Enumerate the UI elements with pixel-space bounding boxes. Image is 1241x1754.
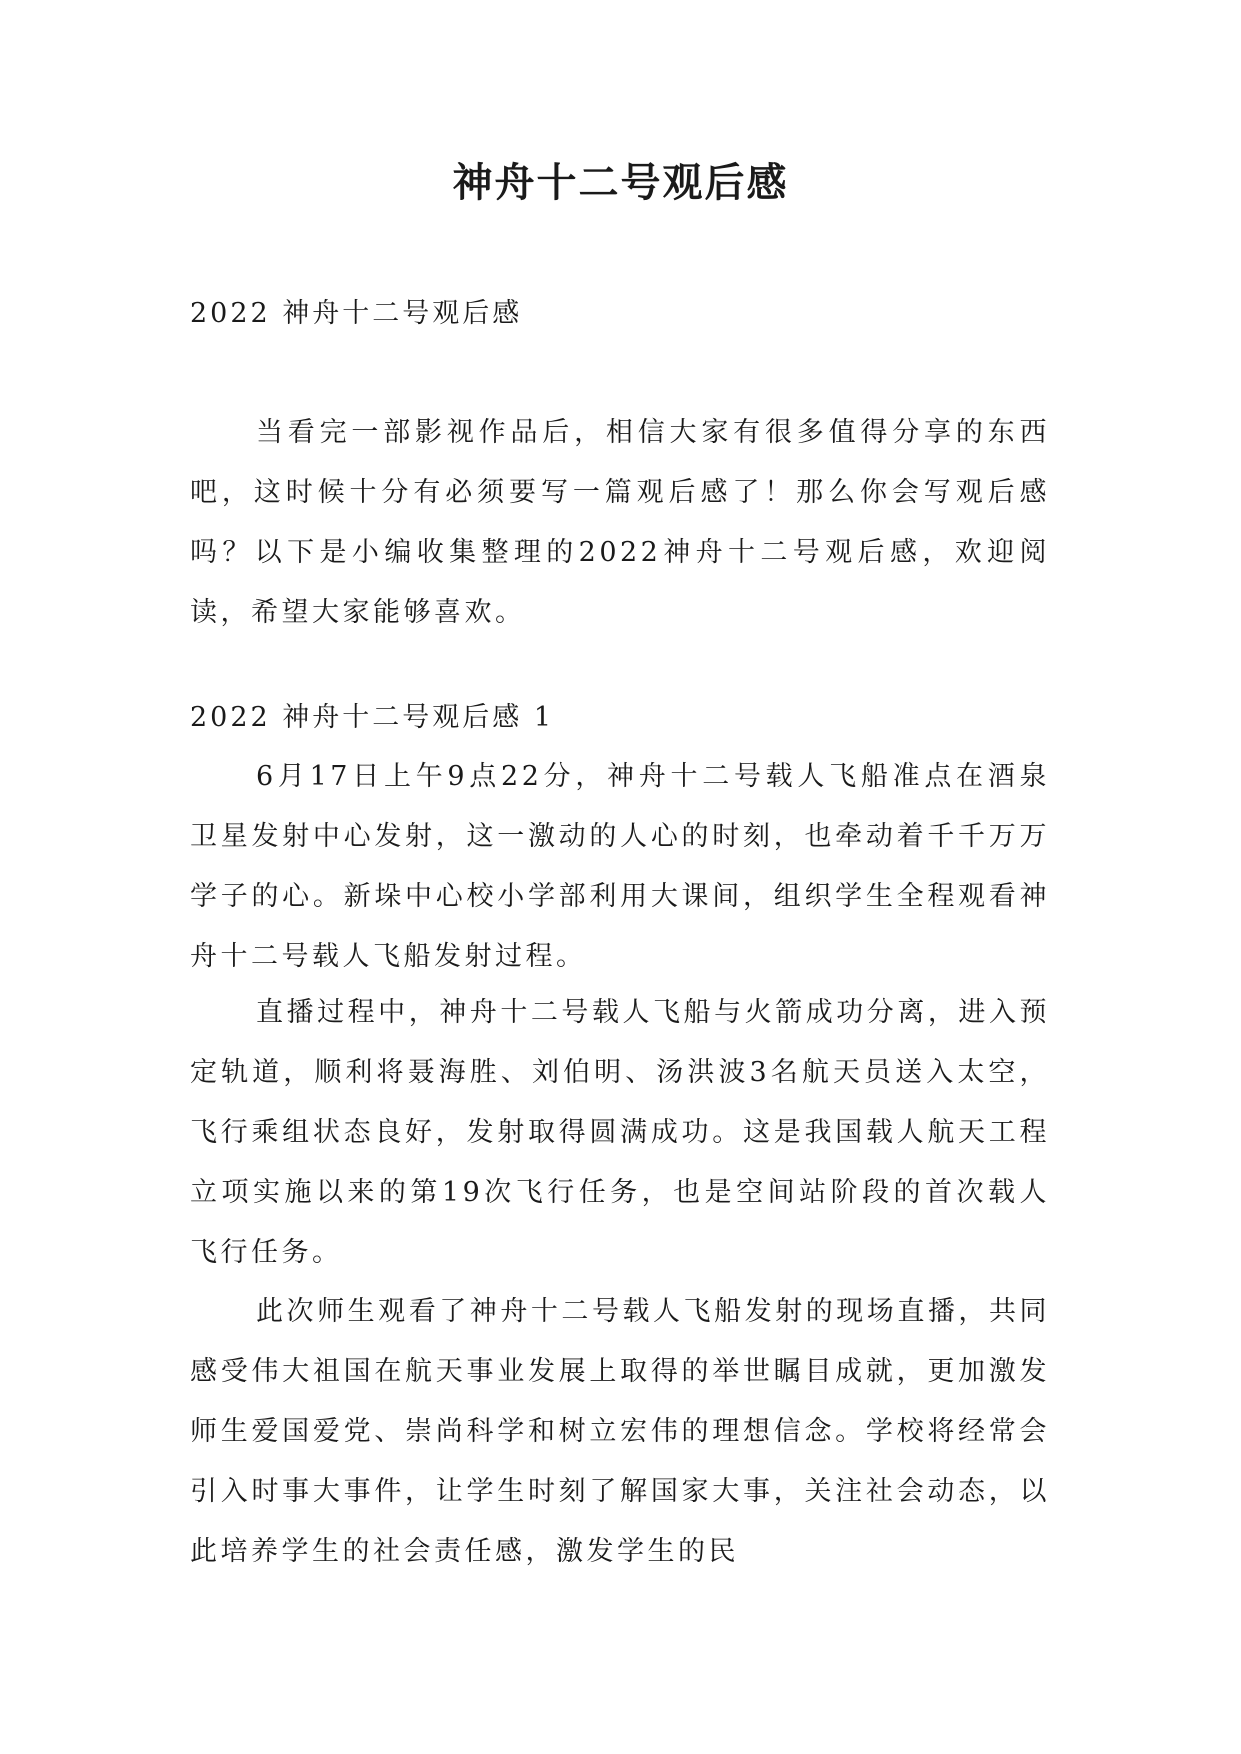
body-paragraph-2: 直播过程中，神舟十二号载人飞船与火箭成功分离，进入预定轨道，顺利将聂海胜、刘伯明、汤洪波3名航天员送入太空，飞行乘组状态良好，发射取得圆满成功。这是我国载人航天工程立项实施以来的第19次飞行任务，也是空间站阶段的首次载人飞行任务。 xyxy=(190,997,1050,1268)
section-heading: 2022 神舟十二号观后感 1 xyxy=(190,702,555,733)
document-subtitle: 2022 神舟十二号观后感 xyxy=(190,298,523,329)
document-title: 神舟十二号观后感 xyxy=(452,159,789,206)
body-paragraph-3: 此次师生观看了神舟十二号载人飞船发射的现场直播，共同感受伟大祖国在航天事业发展上取得的举世瞩目成就，更加激发师生爱国爱党、崇尚科学和树立宏伟的理想信念。学校将经常会引入时事大事件，让学生时刻了解国家大事，关注社会动态，以此培养学生的社会责任感，激发学生的民 xyxy=(190,1296,1050,1567)
body-paragraph-1: 6月17日上午9点22分，神舟十二号载人飞船准点在酒泉卫星发射中心发射，这一激动的人心的时刻，也牵动着千千万万学子的心。新垛中心校小学部利用大课间，组织学生全程观看神舟十二号载人飞船发射过程。 xyxy=(190,761,1050,972)
intro-paragraph: 当看完一部影视作品后，相信大家有很多值得分享的东西吧，这时候十分有必须要写一篇观后感了！那么你会写观后感吗？以下是小编收集整理的2022神舟十二号观后感，欢迎阅读，希望大家能够喜欢。 xyxy=(190,417,1050,628)
